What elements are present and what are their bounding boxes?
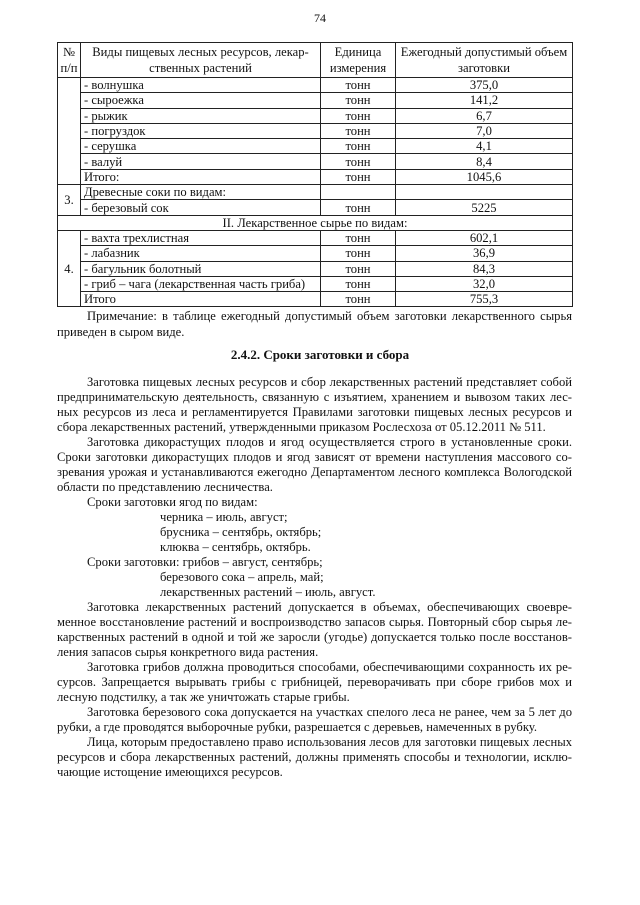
table-row [58, 93, 573, 108]
paragraph-line: лесную подстилку, а так же уничтожать старые грибы. [57, 690, 350, 704]
resource-name: - багульник болотный [81, 261, 321, 276]
resource-name: - волнушка [81, 78, 321, 93]
table-row [58, 230, 573, 245]
resource-name: - вахта трехлистная [81, 230, 321, 245]
resource-name: - лабазник [81, 246, 321, 261]
annual-volume: 4,1 [396, 139, 573, 154]
row-number: 4. [58, 230, 81, 306]
table-row [58, 261, 573, 276]
resource-name: - березовый сок [81, 200, 321, 215]
table-row [58, 154, 573, 169]
list-item: березового сока – апрель, май; [160, 570, 324, 584]
paragraph-line: карственных растений в одной и той же заросли (угодье) допускается только после восстанов- [57, 630, 572, 644]
list-item: клюква – сентябрь, октябрь. [160, 540, 311, 554]
page-number: 74 [314, 11, 326, 25]
annual-volume: 755,3 [396, 292, 573, 307]
paragraph-line: зревания урожая и устанавливаются ежегодно Департаментом лесного комплекса Вологодской [57, 465, 572, 479]
unit [321, 185, 396, 200]
unit: тонн [321, 200, 396, 215]
table-row [58, 246, 573, 261]
table-row [58, 108, 573, 123]
table-row [58, 292, 573, 307]
paragraph-line: ных ресурсов из леса и регламентируется Правилами заготовки пищевых лесных ресурсов и [57, 405, 572, 419]
paragraph-line: сбора лекарственных растений, утвержденными приказом Рослесхоза от 05.12.2011 № 511. [57, 420, 546, 434]
paragraph-line: чающие истощение имеющихся ресурсов. [57, 765, 283, 779]
resource-name: - сыроежка [81, 93, 321, 108]
row-number [58, 78, 81, 185]
table-row [58, 169, 573, 184]
unit: тонн [321, 93, 396, 108]
paragraph-line: предпринимательскую деятельность, связанную с изъятием, хранением и вывозом таких лес- [57, 390, 572, 404]
table-header-row [58, 43, 573, 78]
paragraph-line: Сроки заготовки: грибов – август, сентябрь; [87, 555, 323, 569]
annual-volume: 141,2 [396, 93, 573, 108]
table-note: Примечание: в таблице ежегодный допустимый объем заготовки лекарственного сырья [87, 309, 572, 323]
table-row [58, 123, 573, 138]
table-row [58, 276, 573, 291]
annual-volume: 7,0 [396, 123, 573, 138]
annual-volume: 375,0 [396, 78, 573, 93]
resource-name: - погруздок [81, 123, 321, 138]
paragraph-line: сурсов. Запрещается вырывать грибы с грибницей, переворачивать при сборе грибов мох и [57, 675, 572, 689]
table-row [58, 200, 573, 215]
annual-volume [396, 185, 573, 200]
group-title: Древесные соки по видам: [81, 185, 321, 200]
annual-volume: 84,3 [396, 261, 573, 276]
unit: тонн [321, 78, 396, 93]
paragraph-line: Заготовка дикорастущих плодов и ягод осуществляется строго в установленные сроки. [87, 435, 572, 449]
unit: тонн [321, 276, 396, 291]
table-note-continued: приведен в сыром виде. [57, 325, 185, 339]
header-number: № п/п [58, 43, 81, 78]
list-item: брусника – сентябрь, октябрь; [160, 525, 322, 539]
resource-name: - рыжик [81, 108, 321, 123]
annual-volume: 6,7 [396, 108, 573, 123]
paragraph-line: Сроки заготовки дикорастущих плодов и ягод зависят от времени наступления массового со- [57, 450, 572, 464]
section-heading: 2.4.2. Сроки заготовки и сбора [230, 347, 410, 362]
table-row [58, 78, 573, 93]
unit: тонн [321, 261, 396, 276]
annual-volume: 8,4 [396, 154, 573, 169]
unit: тонн [321, 246, 396, 261]
table-row [58, 139, 573, 154]
resource-name: Итого [81, 292, 321, 307]
header-annual-volume: Ежегодный допустимый объем заготовки [396, 43, 573, 78]
paragraph-line: Заготовка грибов должна проводиться способами, обеспечивающими сохранность их ре- [87, 660, 572, 674]
unit: тонн [321, 123, 396, 138]
table-row [58, 185, 573, 200]
paragraph-line: ления запасов сырья конкретного вида растения. [57, 645, 319, 659]
paragraph-line: менное восстановление растений и воспроизводство запасов сырья. Повторный сбор сырья ле- [57, 615, 572, 629]
table-row [58, 215, 573, 230]
annual-volume: 32,0 [396, 276, 573, 291]
resource-name: Итого: [81, 169, 321, 184]
paragraph-line: Заготовка лекарственных растений допускается в объемах, обеспечивающих своевре- [87, 600, 572, 614]
resource-name: - гриб – чага (лекарственная часть гриба) [81, 276, 321, 291]
unit: тонн [321, 108, 396, 123]
paragraph-line: ресурсов и сбора лекарственных растений, должны применять способы и технологии, исклю- [57, 750, 572, 764]
annual-volume: 5225 [396, 200, 573, 215]
list-item: черника – июль, август; [160, 510, 288, 524]
unit: тонн [321, 292, 396, 307]
paragraph-line: Заготовка пищевых лесных ресурсов и сбор лекарственных растений представляет собой [87, 375, 572, 389]
row-number: 3. [58, 185, 81, 216]
annual-volume: 602,1 [396, 230, 573, 245]
annual-volume: 36,9 [396, 246, 573, 261]
list-item: лекарственных растений – июль, август. [160, 585, 376, 599]
unit: тонн [321, 169, 396, 184]
paragraph-line: Лица, которым предоставлено право использования лесов для заготовки пищевых лесных [87, 735, 572, 749]
resource-name: - валуй [81, 154, 321, 169]
annual-volume: 1045,6 [396, 169, 573, 184]
forest-resources-table [57, 42, 573, 307]
paragraph-line: области по представлению лесничества. [57, 480, 273, 494]
paragraph-line: Сроки заготовки ягод по видам: [87, 495, 258, 509]
resource-name: - серушка [81, 139, 321, 154]
header-resource-type: Виды пищевых лесных ресурсов, лекар-ственных растений [81, 43, 321, 78]
paragraph-line: рубки, а где проводятся выборочные рубки, разрешается с деревьев, намеченных в рубку. [57, 720, 537, 734]
paragraph-line: Заготовка березового сока допускается на участках спелого леса не ранее, чем за 5 лет до [87, 705, 572, 719]
section-title: II. Лекарственное сырье по видам: [58, 215, 573, 230]
header-unit: Единица измерения [321, 43, 396, 78]
unit: тонн [321, 230, 396, 245]
unit: тонн [321, 154, 396, 169]
unit: тонн [321, 139, 396, 154]
